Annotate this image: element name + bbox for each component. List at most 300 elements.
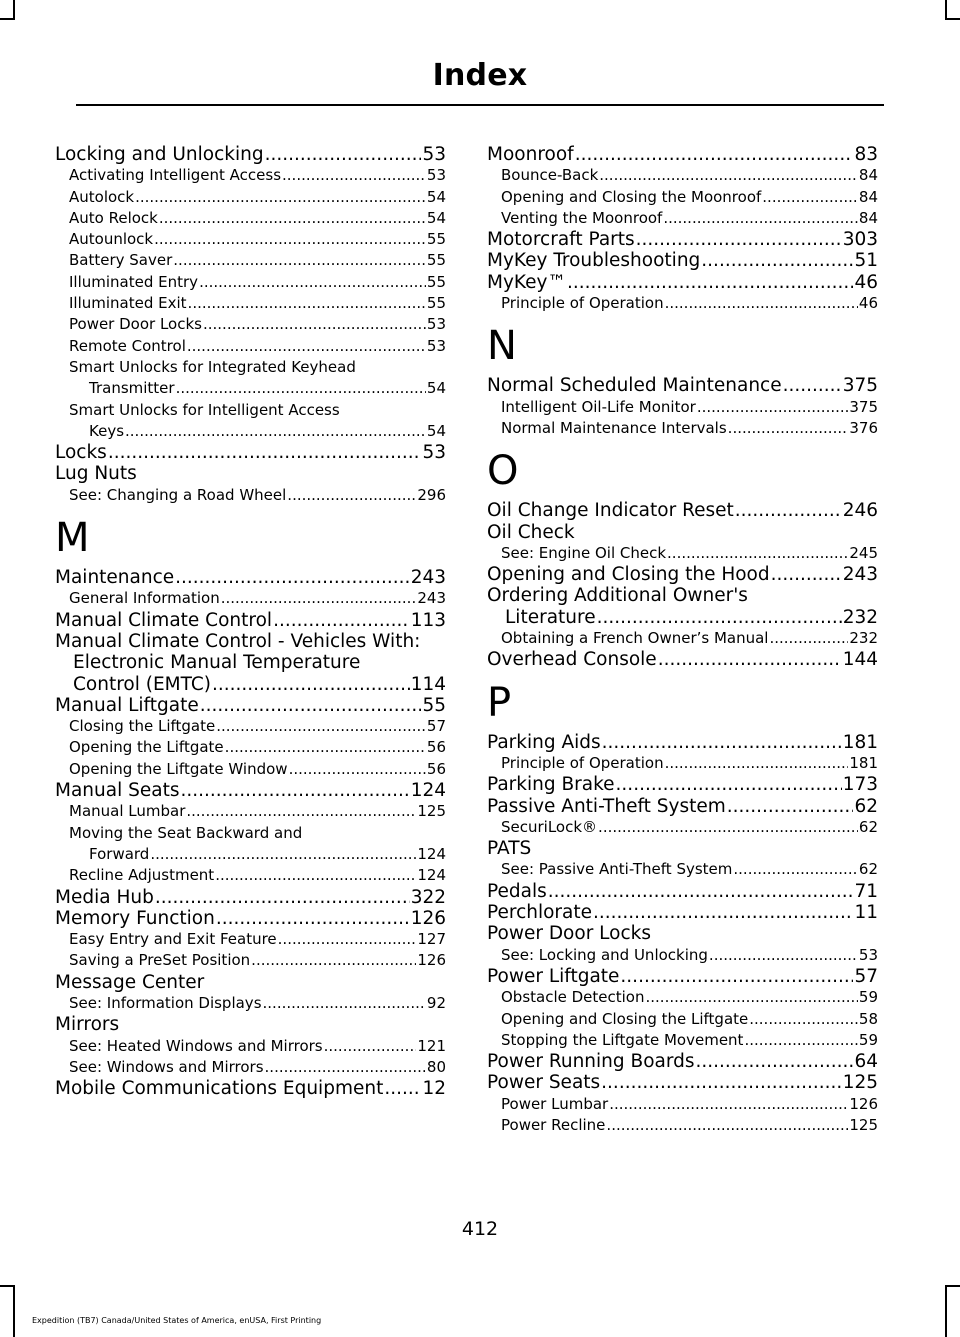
entry-page-number: 53 bbox=[422, 442, 446, 464]
entry-label: Stopping the Liftgate Movement bbox=[501, 1030, 744, 1049]
dot-leader bbox=[567, 272, 854, 293]
index-subentry bbox=[55, 801, 446, 822]
entry-label: Illuminated Entry bbox=[69, 272, 199, 291]
dot-leader bbox=[135, 187, 426, 208]
entry-label: See: Passive Anti-Theft System bbox=[501, 860, 733, 879]
entry-page-number: 80 bbox=[426, 1057, 446, 1076]
index-subentry bbox=[55, 293, 446, 314]
dot-leader bbox=[324, 1036, 417, 1057]
index-subentry bbox=[55, 737, 446, 758]
entry-label: Manual Climate Control bbox=[55, 609, 273, 631]
entry-page-number: 46 bbox=[854, 271, 878, 293]
entry-page-number: 121 bbox=[417, 1036, 446, 1055]
entry-page-number: 232 bbox=[849, 629, 878, 648]
entry-label: See: Information Displays bbox=[69, 993, 262, 1012]
dot-leader bbox=[200, 695, 422, 716]
dot-leader bbox=[762, 187, 858, 208]
dot-leader bbox=[727, 796, 854, 817]
index-entry bbox=[487, 500, 878, 521]
entry-page-number: 114 bbox=[410, 673, 446, 695]
entry-page-number: 51 bbox=[854, 250, 878, 272]
page-number: 412 bbox=[461, 1218, 499, 1240]
entry-label: See: Heated Windows and Mirrors bbox=[69, 1036, 323, 1055]
entry-page-number: 127 bbox=[417, 930, 446, 949]
dot-leader bbox=[783, 375, 842, 396]
entry-page-number: 322 bbox=[410, 886, 446, 908]
dot-leader bbox=[263, 993, 426, 1014]
entry-label: Control (EMTC) bbox=[73, 673, 211, 695]
dot-leader bbox=[175, 567, 410, 588]
entry-page-number: 232 bbox=[842, 606, 878, 628]
index-entry bbox=[487, 564, 878, 585]
entry-label: Venting the Moonroof bbox=[501, 208, 663, 227]
index-subentry bbox=[55, 229, 446, 250]
dot-leader bbox=[701, 250, 853, 271]
dot-leader bbox=[173, 250, 426, 271]
entry-page-number: 59 bbox=[858, 988, 878, 1007]
entry-page-number: 53 bbox=[426, 166, 446, 185]
entry-label: Literature bbox=[505, 606, 596, 628]
index-subentry bbox=[55, 929, 446, 950]
entry-page-number: 92 bbox=[426, 993, 446, 1012]
dot-leader bbox=[616, 774, 842, 795]
entry-page-number: 84 bbox=[858, 208, 878, 227]
entry-page-number: 55 bbox=[426, 230, 446, 249]
entry-page-number: 54 bbox=[426, 208, 446, 227]
dot-leader bbox=[384, 1078, 421, 1099]
index-subentry bbox=[55, 421, 446, 442]
entry-label: Locking and Unlocking bbox=[55, 144, 264, 165]
entry-page-number: 55 bbox=[422, 694, 446, 716]
dot-leader bbox=[597, 607, 842, 628]
entry-label: Moonroof bbox=[487, 144, 574, 165]
entry-page-number: 245 bbox=[849, 543, 878, 562]
entry-page-number: 57 bbox=[426, 717, 446, 736]
dot-leader bbox=[216, 908, 410, 929]
entry-label: Maintenance bbox=[55, 567, 175, 589]
entry-label: Opening the Liftgate Window bbox=[69, 759, 288, 778]
entry-label: Saving a PreSet Position bbox=[69, 951, 251, 970]
dot-leader bbox=[155, 887, 410, 908]
dot-leader bbox=[667, 543, 848, 564]
entry-page-number: 11 bbox=[854, 902, 878, 924]
entry-page-number: 124 bbox=[417, 866, 446, 885]
entry-label: Battery Saver bbox=[69, 251, 173, 270]
index-subentry bbox=[55, 187, 446, 208]
dot-leader bbox=[728, 418, 849, 439]
entry-page-number: 55 bbox=[426, 294, 446, 313]
dot-leader bbox=[186, 801, 416, 822]
index-subentry bbox=[487, 1009, 878, 1030]
index-section-letter: O bbox=[487, 448, 519, 495]
entry-page-number: 181 bbox=[842, 731, 878, 753]
dot-leader bbox=[176, 378, 426, 399]
entry-page-number: 46 bbox=[858, 294, 878, 313]
entry-page-number: 53 bbox=[422, 144, 446, 165]
entry-label: Auto Relock bbox=[69, 208, 158, 227]
dot-leader bbox=[665, 293, 858, 314]
footer-text: Expedition (TB7) Canada/United States of America, enUSA, First Printing bbox=[32, 1316, 322, 1325]
entry-page-number: 375 bbox=[849, 397, 878, 416]
entry-label: Manual Liftgate bbox=[55, 694, 199, 716]
entry-page-number: 243 bbox=[842, 564, 878, 586]
dot-leader bbox=[749, 1009, 858, 1030]
dot-leader bbox=[665, 753, 849, 774]
index-entry: Lug Nuts bbox=[55, 463, 137, 485]
crop-mark-bottom-left-horizontal bbox=[0, 1285, 15, 1287]
index-entry: Manual Climate Control - Vehicles With: bbox=[55, 630, 421, 652]
entry-label: Autolock bbox=[69, 187, 135, 206]
entry-label: Keys bbox=[89, 421, 125, 440]
entry-label: Opening the Liftgate bbox=[69, 738, 224, 757]
entry-page-number: 62 bbox=[858, 817, 878, 836]
entry-label: Manual Lumbar bbox=[69, 802, 186, 821]
entry-label: Activating Intelligent Access bbox=[69, 166, 282, 185]
dot-leader bbox=[289, 759, 426, 780]
dot-leader bbox=[159, 208, 426, 229]
entry-page-number: 243 bbox=[410, 567, 446, 589]
entry-page-number: 124 bbox=[410, 780, 446, 802]
index-subentry bbox=[55, 1057, 446, 1078]
index-entry: Mirrors bbox=[55, 1014, 120, 1036]
index-subentry bbox=[487, 187, 878, 208]
dot-leader bbox=[108, 442, 422, 463]
crop-mark-top-left-horizontal bbox=[0, 18, 15, 20]
index-subentry bbox=[55, 950, 446, 971]
entry-label: Bounce-Back bbox=[501, 166, 599, 185]
entry-page-number: 53 bbox=[426, 336, 446, 355]
index-subentry bbox=[55, 1036, 446, 1057]
crop-mark-bottom-left-vertical bbox=[13, 1285, 15, 1337]
dot-leader bbox=[265, 1057, 426, 1078]
entry-page-number: 375 bbox=[842, 375, 878, 397]
dot-leader bbox=[187, 336, 426, 357]
dot-leader bbox=[744, 1030, 857, 1051]
dot-leader bbox=[150, 844, 416, 865]
index-entry: Electronic Manual Temperature bbox=[73, 652, 361, 674]
entry-label: See: Engine Oil Check bbox=[501, 543, 667, 562]
index-subentry bbox=[487, 208, 878, 229]
dot-leader bbox=[602, 732, 842, 753]
index-entry: Oil Check bbox=[487, 521, 575, 543]
crop-mark-top-right-vertical bbox=[945, 0, 947, 20]
dot-leader bbox=[620, 966, 853, 987]
entry-page-number: 56 bbox=[426, 738, 446, 757]
entry-page-number: 56 bbox=[426, 759, 446, 778]
crop-mark-bottom-right-vertical bbox=[945, 1285, 947, 1337]
index-entry: Message Center bbox=[55, 971, 205, 993]
dot-leader bbox=[606, 1115, 848, 1136]
entry-label: Parking Aids bbox=[487, 731, 601, 753]
index-subentry bbox=[487, 1115, 878, 1136]
index-entry: PATS bbox=[487, 838, 532, 860]
entry-label: Obtaining a French Owner’s Manual bbox=[501, 629, 769, 648]
dot-leader bbox=[199, 272, 426, 293]
entry-label: Power Seats bbox=[487, 1072, 601, 1094]
dot-leader bbox=[216, 716, 426, 737]
index-subentry bbox=[55, 165, 446, 186]
entry-page-number: 243 bbox=[417, 589, 446, 608]
entry-page-number: 55 bbox=[426, 272, 446, 291]
index-entry bbox=[55, 610, 446, 631]
dot-leader bbox=[125, 421, 426, 442]
index-entry bbox=[55, 908, 446, 929]
dot-leader bbox=[598, 817, 858, 838]
entry-label: Power Door Locks bbox=[69, 315, 202, 334]
index-entry bbox=[55, 887, 446, 908]
index-entry bbox=[487, 649, 878, 670]
dot-leader bbox=[599, 165, 858, 186]
index-column-left bbox=[55, 144, 446, 1099]
entry-label: Power Recline bbox=[501, 1115, 606, 1134]
dot-leader bbox=[636, 229, 842, 250]
dot-leader bbox=[548, 881, 854, 902]
entry-page-number: 126 bbox=[417, 951, 446, 970]
index-subentry bbox=[487, 1094, 878, 1115]
entry-label: Locks bbox=[55, 442, 107, 464]
index-entry bbox=[487, 1072, 878, 1093]
index-subentry bbox=[487, 753, 878, 774]
crop-mark-top-right-horizontal bbox=[945, 18, 960, 20]
entry-page-number: 84 bbox=[858, 187, 878, 206]
index-subentry bbox=[487, 817, 878, 838]
entry-label: Media Hub bbox=[55, 886, 154, 908]
entry-label: See: Locking and Unlocking bbox=[501, 945, 708, 964]
index-subentry bbox=[55, 314, 446, 335]
index-subentry bbox=[55, 759, 446, 780]
dot-leader bbox=[203, 314, 426, 335]
entry-label: Manual Seats bbox=[55, 780, 180, 802]
dot-leader bbox=[575, 144, 854, 165]
index-subentry bbox=[55, 336, 446, 357]
index-entry bbox=[487, 144, 878, 165]
dot-leader bbox=[735, 500, 842, 521]
entry-label: Obstacle Detection bbox=[501, 988, 645, 1007]
entry-label: Motorcraft Parts bbox=[487, 229, 635, 251]
index-subentry bbox=[487, 1030, 878, 1051]
dot-leader bbox=[225, 737, 426, 758]
header-divider bbox=[76, 104, 884, 106]
entry-page-number: 125 bbox=[842, 1072, 878, 1094]
entry-label: Power Running Boards bbox=[487, 1051, 695, 1073]
index-subentry: Smart Unlocks for Intelligent Access bbox=[69, 400, 340, 419]
entry-label: Mobile Communications Equipment bbox=[55, 1078, 384, 1100]
index-column-right bbox=[487, 144, 878, 1136]
index-entry bbox=[55, 567, 446, 588]
index-entry bbox=[55, 780, 446, 801]
dot-leader bbox=[265, 144, 422, 165]
entry-page-number: 54 bbox=[426, 379, 446, 398]
index-entry bbox=[487, 229, 878, 250]
index-subentry bbox=[487, 543, 878, 564]
index-subentry bbox=[487, 945, 878, 966]
entry-label: Passive Anti-Theft System bbox=[487, 795, 726, 817]
entry-label: Principle of Operation bbox=[501, 753, 664, 772]
entry-label: Autounlock bbox=[69, 230, 154, 249]
index-subentry bbox=[55, 208, 446, 229]
entry-label: MyKey™ bbox=[487, 271, 566, 293]
entry-label: Principle of Operation bbox=[501, 294, 664, 313]
entry-label: Remote Control bbox=[69, 336, 186, 355]
dot-leader bbox=[733, 859, 858, 880]
index-subentry: Smart Unlocks for Integrated Keyhead bbox=[69, 357, 356, 376]
index-subentry bbox=[55, 485, 446, 506]
entry-label: Opening and Closing the Hood bbox=[487, 564, 770, 586]
entry-page-number: 54 bbox=[426, 187, 446, 206]
entry-label: Pedals bbox=[487, 880, 547, 902]
entry-page-number: 376 bbox=[849, 418, 878, 437]
entry-label: Opening and Closing the Liftgate bbox=[501, 1009, 749, 1028]
dot-leader bbox=[188, 293, 426, 314]
entry-label: Power Liftgate bbox=[487, 965, 620, 987]
entry-page-number: 125 bbox=[417, 802, 446, 821]
dot-leader bbox=[273, 610, 410, 631]
entry-label: Forward bbox=[89, 844, 150, 863]
dot-leader bbox=[154, 229, 426, 250]
dot-leader bbox=[282, 165, 426, 186]
entry-page-number: 83 bbox=[854, 144, 878, 165]
index-subentry bbox=[55, 865, 446, 886]
entry-label: SecuriLock® bbox=[501, 817, 598, 836]
index-entry bbox=[55, 695, 446, 716]
entry-label: See: Windows and Mirrors bbox=[69, 1057, 264, 1076]
index-subentry bbox=[487, 397, 878, 418]
entry-page-number: 173 bbox=[842, 774, 878, 796]
entry-label: Parking Brake bbox=[487, 774, 615, 796]
dot-leader bbox=[696, 1051, 854, 1072]
entry-page-number: 113 bbox=[410, 609, 446, 631]
index-section-letter: P bbox=[487, 679, 512, 726]
entry-page-number: 58 bbox=[858, 1009, 878, 1028]
entry-label: Closing the Liftgate bbox=[69, 717, 216, 736]
entry-page-number: 55 bbox=[426, 251, 446, 270]
index-subentry bbox=[487, 165, 878, 186]
index-entry bbox=[55, 674, 446, 695]
dot-leader bbox=[646, 987, 858, 1008]
entry-page-number: 126 bbox=[410, 907, 446, 929]
entry-page-number: 296 bbox=[417, 485, 446, 504]
entry-label: Perchlorate bbox=[487, 902, 593, 924]
index-subentry bbox=[487, 859, 878, 880]
index-subentry bbox=[487, 987, 878, 1008]
index-subentry bbox=[487, 293, 878, 314]
index-entry bbox=[487, 774, 878, 795]
dot-leader bbox=[278, 929, 417, 950]
entry-page-number: 64 bbox=[854, 1051, 878, 1073]
entry-page-number: 84 bbox=[858, 166, 878, 185]
entry-page-number: 246 bbox=[842, 500, 878, 522]
dot-leader bbox=[212, 674, 410, 695]
index-section-letter: N bbox=[487, 323, 517, 370]
dot-leader bbox=[251, 950, 416, 971]
index-subentry bbox=[55, 272, 446, 293]
index-subentry bbox=[55, 588, 446, 609]
entry-label: Transmitter bbox=[89, 379, 175, 398]
index-subentry bbox=[55, 844, 446, 865]
dot-leader bbox=[609, 1094, 848, 1115]
index-subentry bbox=[55, 378, 446, 399]
crop-mark-bottom-right-horizontal bbox=[945, 1285, 960, 1287]
index-subentry bbox=[487, 418, 878, 439]
entry-page-number: 144 bbox=[842, 649, 878, 671]
entry-page-number: 126 bbox=[849, 1094, 878, 1113]
index-entry bbox=[487, 796, 878, 817]
index-entry bbox=[55, 144, 446, 165]
entry-page-number: 124 bbox=[417, 844, 446, 863]
crop-mark-top-left-vertical bbox=[13, 0, 15, 20]
entry-page-number: 53 bbox=[858, 945, 878, 964]
entry-label: Intelligent Oil-Life Monitor bbox=[501, 397, 696, 416]
index-entry bbox=[487, 881, 878, 902]
entry-label: General Information bbox=[69, 589, 220, 608]
dot-leader bbox=[771, 564, 842, 585]
dot-leader bbox=[601, 1072, 842, 1093]
dot-leader bbox=[593, 902, 853, 923]
dot-leader bbox=[287, 485, 416, 506]
index-entry bbox=[55, 442, 446, 463]
entry-page-number: 303 bbox=[842, 229, 878, 251]
dot-leader bbox=[697, 397, 849, 418]
dot-leader bbox=[658, 649, 842, 670]
index-section-letter: M bbox=[55, 515, 90, 562]
dot-leader bbox=[221, 588, 417, 609]
entry-label: Illuminated Exit bbox=[69, 294, 187, 313]
entry-label: Opening and Closing the Moonroof bbox=[501, 187, 762, 206]
entry-label: See: Changing a Road Wheel bbox=[69, 485, 287, 504]
index-subentry bbox=[55, 993, 446, 1014]
dot-leader bbox=[180, 780, 409, 801]
index-subentry bbox=[55, 716, 446, 737]
entry-label: Memory Function bbox=[55, 907, 215, 929]
index-subentry bbox=[55, 250, 446, 271]
entry-page-number: 125 bbox=[849, 1115, 878, 1134]
entry-label: Normal Scheduled Maintenance bbox=[487, 375, 782, 397]
index-entry bbox=[487, 966, 878, 987]
entry-page-number: 62 bbox=[854, 795, 878, 817]
index-subentry: Moving the Seat Backward and bbox=[69, 823, 303, 842]
index-entry bbox=[487, 732, 878, 753]
entry-label: Normal Maintenance Intervals bbox=[501, 418, 727, 437]
entry-label: Recline Adjustment bbox=[69, 866, 215, 885]
index-entry bbox=[55, 1078, 446, 1099]
entry-page-number: 59 bbox=[858, 1030, 878, 1049]
entry-label: Power Lumbar bbox=[501, 1094, 609, 1113]
index-entry bbox=[487, 1051, 878, 1072]
entry-page-number: 54 bbox=[426, 421, 446, 440]
dot-leader bbox=[663, 208, 858, 229]
index-entry bbox=[487, 902, 878, 923]
entry-page-number: 71 bbox=[854, 880, 878, 902]
index-entry bbox=[487, 272, 878, 293]
entry-page-number: 53 bbox=[426, 315, 446, 334]
entry-page-number: 57 bbox=[854, 965, 878, 987]
dot-leader bbox=[769, 628, 848, 649]
index-entry: Ordering Additional Owner's bbox=[487, 585, 748, 607]
entry-label: MyKey Troubleshooting bbox=[487, 250, 701, 272]
entry-label: Easy Entry and Exit Feature bbox=[69, 930, 277, 949]
entry-label: Oil Change Indicator Reset bbox=[487, 500, 734, 522]
entry-label: Overhead Console bbox=[487, 649, 657, 671]
index-entry bbox=[487, 375, 878, 396]
entry-page-number: 181 bbox=[849, 753, 878, 772]
index-subentry bbox=[487, 628, 878, 649]
entry-page-number: 12 bbox=[422, 1078, 446, 1100]
dot-leader bbox=[709, 945, 858, 966]
dot-leader bbox=[215, 865, 416, 886]
index-entry bbox=[487, 607, 878, 628]
page-title: Index bbox=[432, 58, 528, 93]
index-entry: Power Door Locks bbox=[487, 923, 652, 945]
